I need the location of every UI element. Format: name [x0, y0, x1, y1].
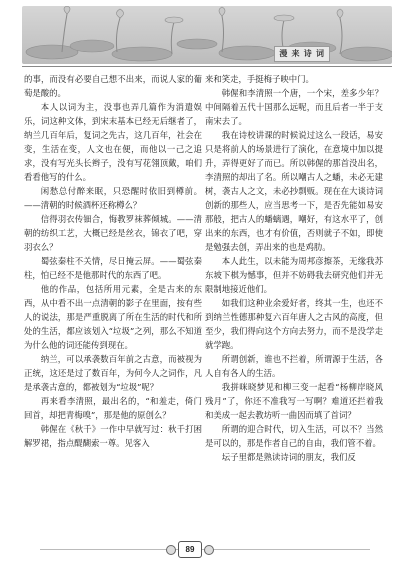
left-text-column — [24, 72, 202, 450]
paragraph: 韩偓和李清照一个唐，一个宋，差多少年？中间隔着五代十国那么远呢，而且后者一半于支南宋去了。 — [205, 88, 383, 126]
paragraph: 韩偓在《秋千》一作中早就写过：秋千打困解罗裙，指点醍醐索一尊。见客入 — [24, 424, 202, 448]
paragraph: 所谓的迎合时代，切入生活，可以不？当然是可以的，那是作者自己的自由，我们管不着。 — [205, 424, 383, 448]
paragraph: 所谓创新，谁也不拦着，所谓源于生活，各人自有各人的生活。 — [205, 354, 383, 378]
paragraph: 信得羽衣传钿合，悔教罗袜葬倾城。——清朝的纺织工艺，大概已经是丝衣，锦衣了吧，穿羽衣么？ — [24, 214, 202, 252]
paragraph: 如我们这种业余爱好者，终其一生，也还不到纳兰性德那种复六百年唐人之古风的高度，但至少，我们得向这个方向去努力，而不是没学走就学跑。 — [205, 298, 383, 350]
paragraph: 他的作品，包括所用元素，全是古来的东西，从中看不出一点清朝的影子在里面，按有些人的说法，那是严重脱离了所在生活的时代和所处的生活，都应该划入“垃圾”之列，那么不知道为什么他的词还能传到现在。 — [24, 284, 202, 350]
paragraph: 纳兰，可以承袭数百年前之古意，而被视为正统，这还是过了数百年，为何今人之词作，凡是承袭古意的，都被划为“垃圾”呢？ — [24, 354, 202, 392]
paragraph: 本人以词为主，没事也弄几篇作为消遣娱乐，词这种文体，到宋末基本已经无后继者了，纳兰几百年后，复词之先古，这几百年，社会在变，生活在变，人文也在便，而他以一己之追求，没有写光头长辫子，没有写花翎顶戴，咱们看看他写的什么。 — [24, 102, 202, 182]
header-banner — [22, 6, 392, 64]
ornament-icon — [204, 545, 214, 555]
paragraph: 闲愁总付醉来眠，只恐醒时依旧到樽前。——清朝的时候酒杯还称樽么？ — [24, 186, 202, 210]
ornament-icon — [166, 545, 176, 555]
paragraph: 我拼咪晓梦见和柳三变一起看“杨柳岸晓风残月”了，你还不准我写一写啊？难道还拦着我和美成一起去教坊听一曲因而填了首词？ — [205, 382, 383, 420]
paragraph: 我在诗校讲课的时候说过这么一段话，易安只是将前人的场景进行了演化，在意境中加以提升，弄得更好了而已。所以韩偓的那首没出名，李清照的却出了名。所以嘲古人之蟠，未必无建树，袭古人之文，未必抄剽贩。现在在大谈诗词创新的那些人，应当思考一下，是否先能如易安那般，把古人的蟠螭遇，嘲好，有这水平了，创出来的东西，也才有价值，否则就子不如，即使是勉强去创，弄出来的也是鸡肋。 — [205, 130, 383, 252]
paragraph: 本人此生，以未能为周邦彦擦茶，无缘我苏东坡下棋为憾事，但并不妨碍我去研究他们并无限制地接近他们。 — [205, 256, 383, 294]
lotus-decoration-icon — [22, 6, 392, 64]
paragraph: 来和笑走，手挺梅子映中门。 — [205, 74, 314, 84]
paragraph: 蜀弦秦柱不关情，尽日掩云屏。——蜀弦秦柱，怕已经不是他那时代的东西了吧。 — [24, 256, 202, 280]
paragraph: 坛子里都是熟读诗词的朋友，我们反 — [221, 452, 356, 462]
page-number: 89 — [178, 541, 202, 558]
paragraph: 再来看李清照，最出名的，“和羞走，倚门回首，却把青梅嗅”，那是他的原创么？ — [24, 396, 202, 420]
header-divider — [22, 66, 392, 67]
column-title: 漫 来 诗 词 — [274, 46, 330, 62]
right-text-column — [205, 72, 383, 464]
paragraph: 的事，而没有必要自己想不出来，而说人家的葡萄是酸的。 — [24, 74, 202, 98]
